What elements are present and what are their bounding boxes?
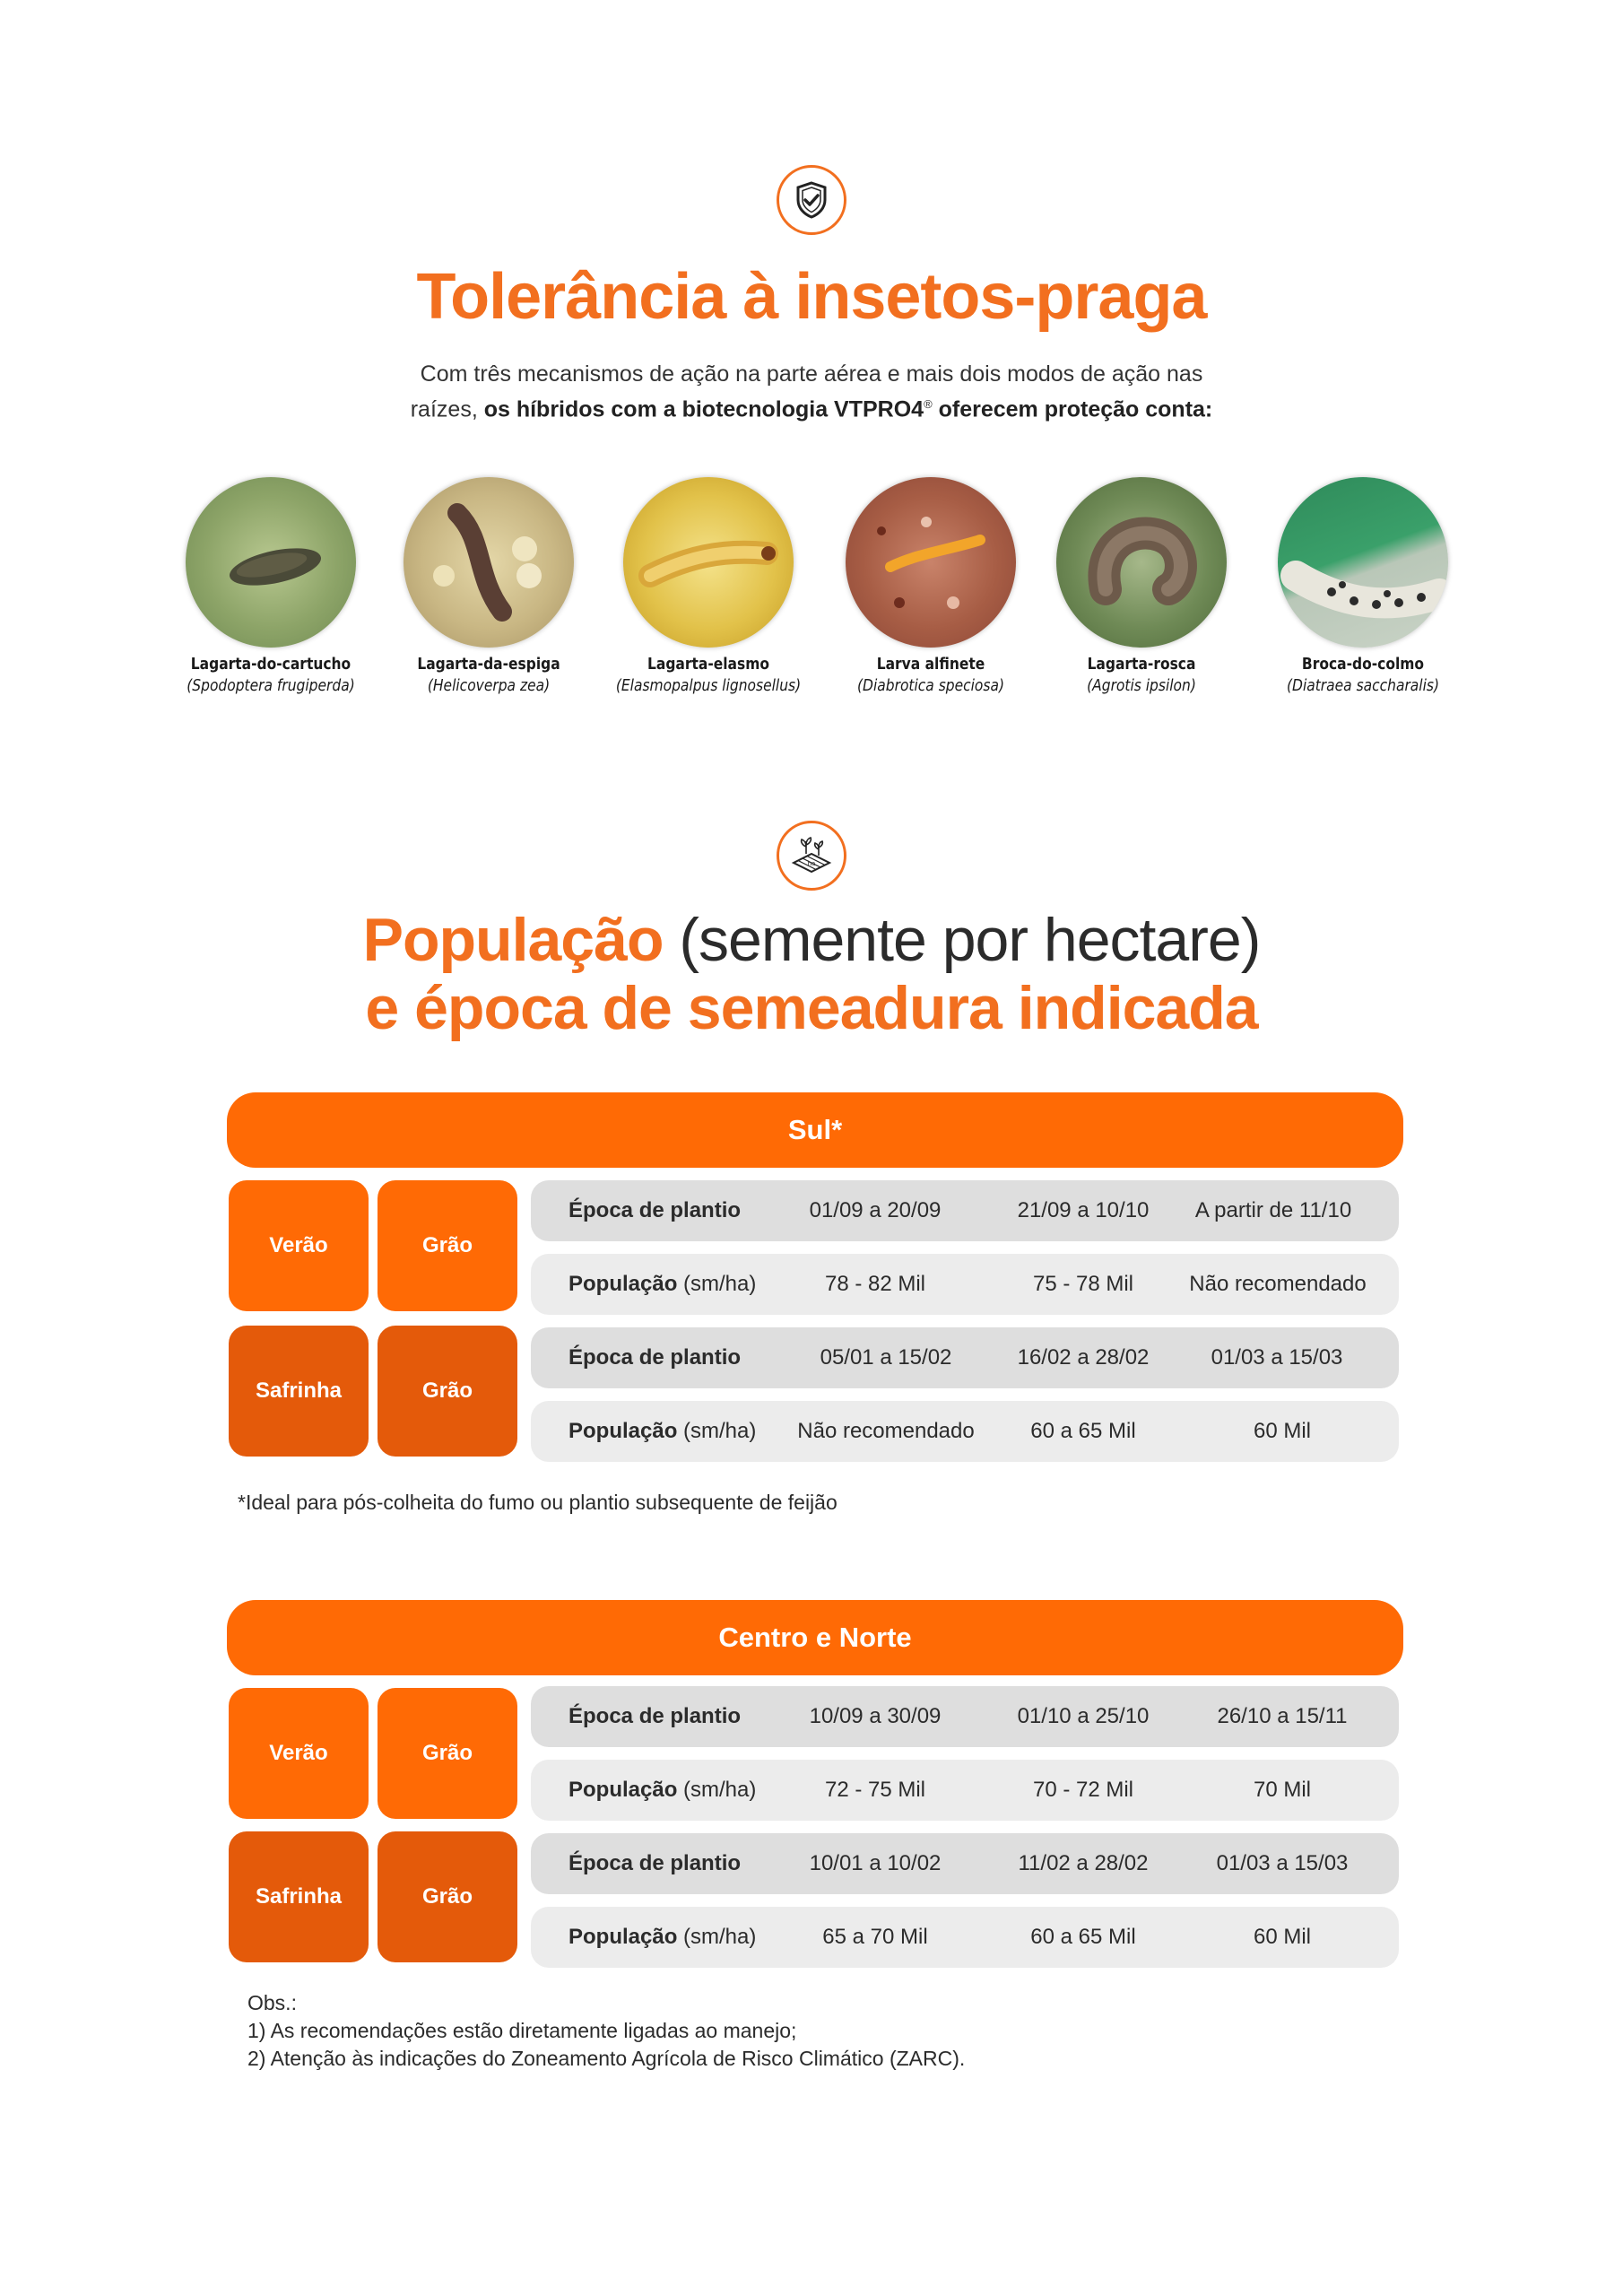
pest-photo	[1056, 477, 1227, 648]
pest-scientific-name: (Spodoptera frugiperda)	[187, 676, 355, 695]
region-header-centro-norte: Centro e Norte	[227, 1600, 1403, 1675]
row-unit: (sm/ha)	[677, 1925, 757, 1949]
type-tile-grao: Grão	[378, 1180, 517, 1311]
table-cell: Não recomendado	[797, 1419, 975, 1443]
row-unit: (sm/ha)	[677, 1272, 757, 1296]
pest-name: Lagarta-elasmo	[647, 655, 769, 674]
table-cell: 10/01 a 10/02	[809, 1851, 942, 1875]
table-row-populacao	[531, 1760, 1399, 1821]
svg-text:ha: ha	[807, 860, 816, 867]
table-row-epoca	[531, 1686, 1399, 1747]
table-cell: 01/03 a 15/03	[1211, 1345, 1343, 1370]
obs-item: 1) As recomendações estão diretamente ligadas ao manejo;	[247, 2019, 797, 2042]
pest-card	[372, 477, 605, 695]
pest-photo	[186, 477, 356, 648]
table-cell: 01/09 a 20/09	[809, 1198, 942, 1222]
table-cell: Não recomendado	[1189, 1272, 1367, 1296]
intro-line-1: Com três mecanismos de ação na parte aérea e mais dois modos de ação nas	[420, 361, 1203, 387]
table-row-populacao	[531, 1401, 1399, 1462]
table-cell: 01/10 a 25/10	[1017, 1704, 1150, 1728]
pest-name: Lagarta-da-espiga	[417, 655, 560, 674]
pest-photo	[404, 477, 574, 648]
population-title-dark: (semente por hectare)	[663, 906, 1261, 974]
type-tile-grao: Grão	[378, 1688, 517, 1819]
row-label: População	[568, 1925, 678, 1949]
table-cell: 05/01 a 15/02	[820, 1345, 952, 1370]
pest-scientific-name: (Elasmopalpus lignosellus)	[615, 676, 802, 695]
table-cell: 11/02 a 28/02	[1018, 1851, 1149, 1875]
population-title-line2: e época de semeadura indicada	[365, 974, 1258, 1042]
population-title	[0, 906, 1623, 1042]
season-tile-verao: Verão	[229, 1180, 369, 1311]
row-unit: (sm/ha)	[677, 1778, 757, 1802]
season-tile-safrinha: Safrinha	[229, 1831, 369, 1962]
pest-name: Lagarta-rosca	[1087, 655, 1196, 674]
tolerance-title: Tolerância à insetos-praga	[416, 261, 1207, 333]
pest-card	[1025, 477, 1258, 695]
table-row-populacao	[531, 1254, 1399, 1315]
table-row-populacao	[531, 1907, 1399, 1968]
pest-photo	[623, 477, 794, 648]
type-tile-grao: Grão	[378, 1326, 517, 1457]
table-cell: 10/09 a 30/09	[809, 1704, 942, 1728]
pest-name: Lagarta-do-cartucho	[190, 655, 352, 674]
pest-name: Broca-do-colmo	[1301, 655, 1425, 674]
pest-scientific-name: (Helicoverpa zea)	[427, 676, 551, 695]
row-label: População	[568, 1778, 678, 1802]
obs-notes	[247, 1989, 965, 2073]
table-cell: 70 - 72 Mil	[1032, 1778, 1134, 1802]
row-label: População	[568, 1272, 678, 1296]
pest-card	[1246, 477, 1480, 695]
shield-check-icon	[777, 165, 846, 235]
table-cell: 75 - 78 Mil	[1032, 1272, 1134, 1296]
table-cell: 21/09 a 10/10	[1017, 1198, 1150, 1222]
row-label: Época de plantio	[568, 1345, 742, 1370]
row-label: Época de plantio	[568, 1851, 742, 1875]
pest-scientific-name: (Diabrotica speciosa)	[857, 676, 1004, 695]
row-label: Época de plantio	[568, 1704, 742, 1728]
pest-photo	[1278, 477, 1448, 648]
table-cell: 65 a 70 Mil	[822, 1925, 928, 1949]
pest-card	[154, 477, 387, 695]
obs-title: Obs.:	[247, 1991, 297, 2014]
row-label: População	[568, 1419, 678, 1443]
obs-item: 2) Atenção às indicações do Zoneamento Agrícola de Risco Climático (ZARC).	[247, 2047, 966, 2070]
population-title-orange: População	[362, 906, 664, 974]
pest-card	[814, 477, 1047, 695]
table-cell: 60 Mil	[1253, 1419, 1312, 1443]
pest-scientific-name: (Diatraea saccharalis)	[1286, 676, 1440, 695]
pest-photo	[846, 477, 1016, 648]
field-plant-icon	[777, 821, 846, 891]
pest-name: Larva alfinete	[876, 655, 985, 674]
table-row-epoca	[531, 1180, 1399, 1241]
tolerance-intro	[0, 359, 1623, 424]
table-row-epoca	[531, 1327, 1399, 1388]
table-cell: 70 Mil	[1253, 1778, 1312, 1802]
table-cell: 01/03 a 15/03	[1216, 1851, 1349, 1875]
table-cell: A partir de 11/10	[1194, 1198, 1352, 1222]
pest-scientific-name: (Agrotis ipsilon)	[1087, 676, 1196, 695]
table-cell: 16/02 a 28/02	[1017, 1345, 1150, 1370]
table-cell: 60 Mil	[1253, 1925, 1312, 1949]
row-unit: (sm/ha)	[677, 1419, 757, 1443]
season-tile-verao: Verão	[229, 1688, 369, 1819]
row-label: Época de plantio	[568, 1198, 742, 1222]
table-cell: 78 - 82 Mil	[824, 1272, 926, 1296]
region-header-sul: Sul*	[227, 1092, 1403, 1168]
table-cell: 60 a 65 Mil	[1030, 1419, 1136, 1443]
intro-line-2: raízes, os híbridos com a biotecnologia VTPRO4® oferecem proteção conta:	[410, 396, 1213, 422]
table-row-epoca	[531, 1833, 1399, 1894]
sul-footnote: *Ideal para pós-colheita do fumo ou plantio subsequente de feijão	[238, 1491, 838, 1514]
type-tile-grao: Grão	[378, 1831, 517, 1962]
pest-card	[592, 477, 825, 695]
season-tile-safrinha: Safrinha	[229, 1326, 369, 1457]
table-cell: 72 - 75 Mil	[824, 1778, 926, 1802]
table-cell: 26/10 a 15/11	[1217, 1704, 1348, 1728]
table-cell: 60 a 65 Mil	[1030, 1925, 1136, 1949]
